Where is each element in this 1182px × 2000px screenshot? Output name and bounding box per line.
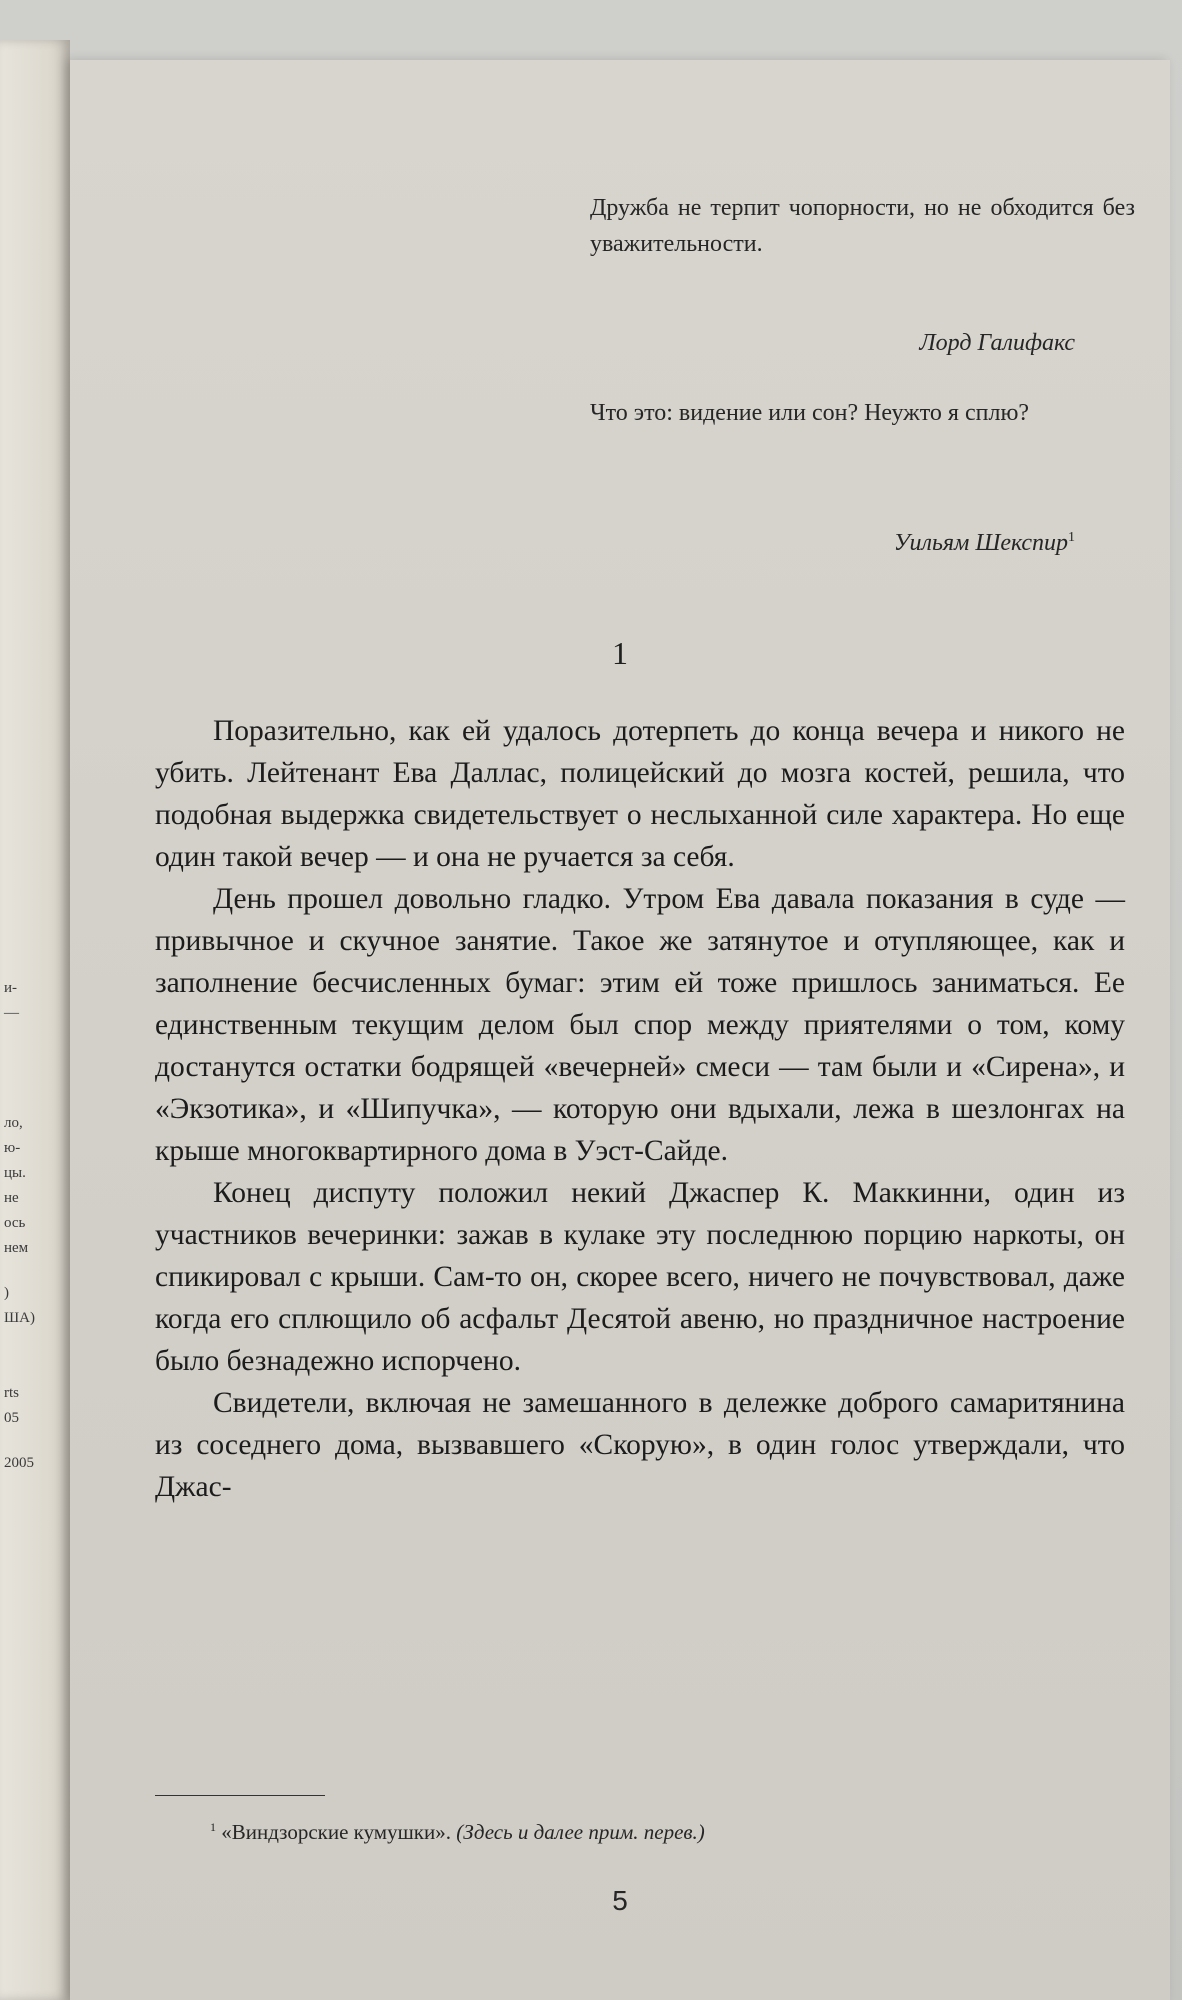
epigraph-author: Уильям Шекспир [893, 530, 1068, 556]
book-page [70, 60, 1170, 2000]
footnote-title: «Виндзорские кумушки». [221, 1820, 451, 1844]
paragraph: День прошел довольно гладко. Утром Ева давала показания в суде — привычное и скучное занятие. Такое же затянутое и отупляющее, как и заполнение бесчисленных бумаг: этим ей тоже пришлось заниматься. Ее единственным текущим делом был спор между приятелями о том, кому достанутся остатки бодрящей «вечерней» смеси — там были и «Сирена», и «Экзотика», и «Шипучка», — которую они вдыхали, лежа в шезлонгах на крыше многоквартирного дома в Уэст-Сайде. [155, 883, 1125, 1167]
epigraph-text: Дружба не терпит чопорности, но не обходится без уважительности. [590, 195, 1135, 257]
epigraph-author: Лорд Галифакс [919, 330, 1075, 356]
epigraph-text: Что это: видение или сон? Неужто я сплю? [590, 400, 1030, 426]
left-page-fragment: не [4, 1190, 19, 1206]
epigraph-author-line [894, 530, 1075, 557]
page-number: 5 [612, 1885, 628, 1916]
chapter-number: 1 [612, 635, 628, 671]
paragraph: Конец диспуту положил некий Джаспер К. Маккинни, один из участников вечеринки: зажав в кулаке эту последнюю порцию наркоты, он спикировал с крыши. Сам-то он, скорее всего, ничего не почувствовал, даже когда его сплющило об асфальт Десятой авеню, но праздничное настроение было безнадежно испорчено. [155, 1177, 1125, 1377]
paragraph: Свидетели, включая не замешанного в дележке доброго самаритянина из соседнего дома, вызвавшего «Скорую», в один голос утверждали, что Джас- [155, 1387, 1125, 1503]
left-page-fragment: нем [4, 1240, 29, 1256]
left-page-fragment: и- [4, 980, 18, 996]
left-page-fragment: ось [4, 1215, 26, 1231]
left-page-fragment: ю- [4, 1140, 21, 1156]
left-page-fragment: 2005 [4, 1455, 34, 1471]
left-page-fragment: ) [4, 1285, 9, 1301]
paragraph: Поразительно, как ей удалось дотерпеть до конца вечера и никого не убить. Лейтенант Ева Даллас, полицейский до мозга костей, решила, что подобная выдержка свидетельствует о неслыханной силе характера. Но еще один такой вечер — и она не ручается за себя. [155, 715, 1125, 873]
left-page-fragment: ло, [4, 1115, 23, 1131]
left-page-fragment: ША) [4, 1310, 35, 1326]
footnote-reference: 1 [1068, 530, 1075, 545]
left-page-fragment: 05 [4, 1410, 19, 1426]
left-page-fragment: rts [4, 1385, 19, 1401]
left-page-edge [0, 40, 70, 2000]
footnote [210, 1820, 705, 1845]
footnote-divider [155, 1795, 325, 1796]
chapter-body [155, 710, 1125, 1508]
left-page-fragment: — [4, 1005, 19, 1021]
footnote-mark: 1 [210, 1820, 216, 1834]
footnote-note: (Здесь и далее прим. перев.) [456, 1820, 705, 1844]
left-page-fragment: цы. [4, 1165, 26, 1181]
